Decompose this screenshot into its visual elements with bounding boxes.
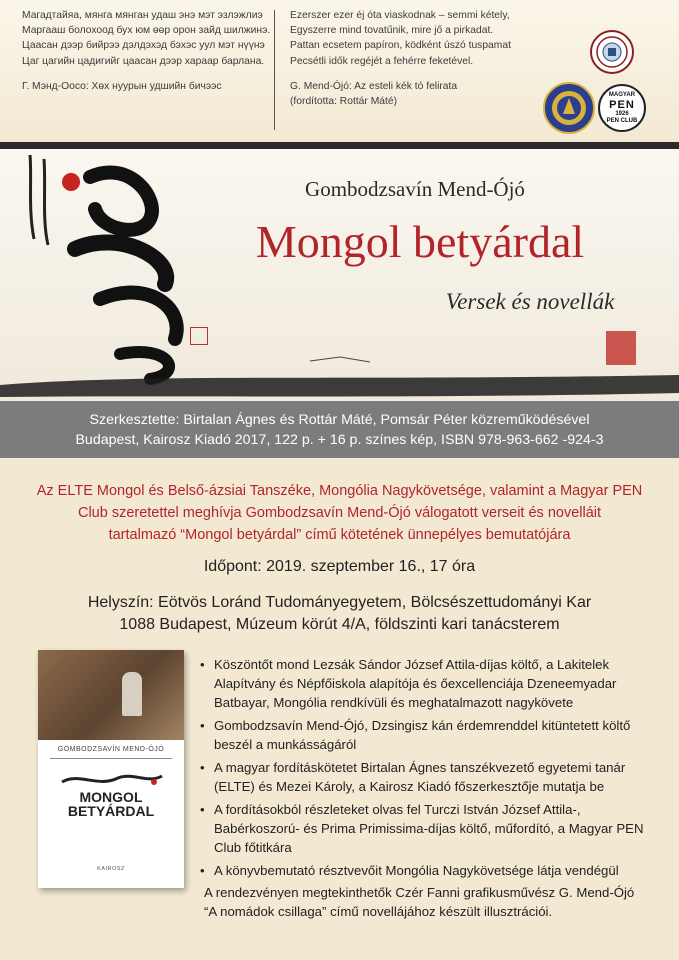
list-item-line: • Köszöntőt mond Lezsák Sándor József Attila-díjas költő, a Lakitelek (214, 657, 610, 672)
elte-seal-logo (590, 30, 634, 74)
list-item-line: (ELTE) és Mezei Károly, a Kairosz Kiadó főszerkesztője mutatja be (214, 779, 605, 794)
publication-line: Budapest, Kairosz Kiadó 2017, 122 p. + 16 p. színes kép, ISBN 978-963-662 -924-3 (75, 432, 604, 448)
poem-line: Магадтайяа, мянга мянган удаш энэ мэт эзлэжлиэ (22, 10, 263, 21)
invitation-text (0, 480, 679, 546)
poem-line: Цаг цагийн цадигийг цаасан дээр хараар барлана. (22, 55, 265, 67)
pen-logo-text: PEN (609, 98, 635, 111)
hungarian-poem (290, 8, 520, 109)
mongolian-poem-credit: Г. Мэнд-Оосо: Хөх нуурын удшийн бичээс (22, 80, 222, 92)
invitation-line: Club szeretettel meghívja Gombodzsavín Mend-Ójó válogatott verseit és novelláit (77, 505, 602, 521)
cover-publisher: KAIROSZ (97, 866, 125, 872)
author-name: Gombodzsavín Mend-Ójó (305, 177, 525, 201)
pen-logo-text: PEN CLUB (606, 117, 638, 124)
red-sun-icon (62, 173, 80, 191)
event-place (0, 592, 679, 636)
invitation-line: tartalmazó “Mongol betyárdal” című kötetének ünnepélyes bemutatójára (108, 527, 571, 543)
place-line: 1088 Budapest, Múzeum körút 4/A, földszinti kari tanácsterem (119, 616, 560, 633)
cover-rule (50, 758, 172, 759)
title-banner (0, 149, 679, 401)
list-item-line: Batbayar, Mongólia rendkívüli és meghatalmazott nagykövete (214, 695, 574, 710)
cover-title-line: BETYÁRDAL (67, 803, 155, 819)
place-line: Helyszín: Eötvös Loránd Tudományegyetem, Bölcsészettudományi Kar (87, 594, 592, 611)
closing-note (204, 883, 664, 921)
list-item (198, 861, 658, 880)
list-item (198, 655, 658, 712)
cover-person-figure (122, 672, 142, 716)
cover-author: GOMBODZSAVÍN MEND-ÓJÓ (57, 746, 165, 753)
artist-seal-stamp (606, 331, 636, 365)
poem-line: Цаасан дээр бийрээ дэлдэхэд бэхэс уул мэт нүүнэ (22, 40, 265, 52)
closing-line: “A nomádok csillaga” című novellájához készült illusztrációi. (204, 904, 553, 919)
closing-line: A rendezvényen megtekinthetők Czér Fanni grafikusművész G. Mend-Ójó (204, 885, 635, 900)
poem-line: Egyszerre mind tovatűnik, mire jő a pirkadat. (290, 25, 494, 37)
book-subtitle: Versek és novellák (445, 289, 615, 314)
list-item-line: • Gombodzsavín Mend-Ójó, Dzsingisz kán érdemrenddel kitüntetett költő (214, 718, 631, 733)
hungarian-poem-credit: G. Mend-Ójó: Az esteli kék tó felirata (290, 80, 458, 92)
pen-logo-text: MAGYAR (608, 91, 636, 98)
pen-logo-text: 1926 (615, 110, 629, 117)
magyar-pen-club-logo (598, 84, 646, 132)
mongolian-poem (22, 8, 271, 94)
poem-line: Ezerszer ezer éj óta viaskodnak – semmi kétely, (290, 10, 510, 21)
banner-top-rule (0, 142, 679, 149)
cover-title (38, 790, 184, 818)
list-item-line: Club főtitkára (214, 840, 292, 855)
poem-line: Pecsétli idők regéjét a fehérre feketével. (290, 55, 474, 67)
seal-icon (190, 327, 208, 345)
invitation-line: Az ELTE Mongol és Belső-ázsiai Tanszéke, Mongólia Nagykövetsége, valamint a Magyar PEN (36, 483, 643, 499)
list-item-line: • A fordításokból részleteket olvas fel Turczi István József Attila-, (214, 802, 581, 817)
list-item (198, 758, 658, 796)
poem-line: Pattan ecsetem papíron, ködként úszó tuspamat (290, 40, 511, 52)
cover-title-line: MONGOL (79, 789, 143, 805)
list-item-line: Babérkoszorú- és Prima Primissima-díjas költő, műfordító, a Magyar PEN (214, 821, 644, 836)
book-title: Mongol betyárdal (255, 216, 585, 267)
publication-info (0, 401, 679, 458)
event-time: Időpont: 2019. szeptember 16., 17 óra (203, 558, 476, 575)
list-item-line: • A magyar fordításkötetet Birtalan Ágnes tanszékvezető egyetemi tanár (214, 760, 626, 775)
list-item-line: • A könyvbemutató résztvevőit Mongólia Nagykövetsége látja vendégül (214, 863, 619, 878)
translator-credit: (fordította: Rottár Máté) (290, 96, 398, 108)
program-list (198, 655, 658, 884)
book-cover-image (38, 650, 184, 888)
list-item-line: Alapítvány és Népfőiskola alapítója és őexcellenciája Dzeneemyadar (214, 676, 617, 691)
poem-divider (274, 10, 275, 130)
publication-line: Szerkesztette: Birtalan Ágnes és Rottár Máté, Pomsár Péter közreműködésével (89, 412, 590, 428)
list-item-line: beszél a munkásságáról (214, 737, 357, 752)
cover-photo (38, 650, 184, 740)
list-item (198, 800, 658, 857)
mongolia-emblem-logo (543, 82, 595, 134)
list-item (198, 716, 658, 754)
poem-line: Маргааш болохоод бух юм өөр орон зайд шилжинэ. (22, 25, 271, 37)
